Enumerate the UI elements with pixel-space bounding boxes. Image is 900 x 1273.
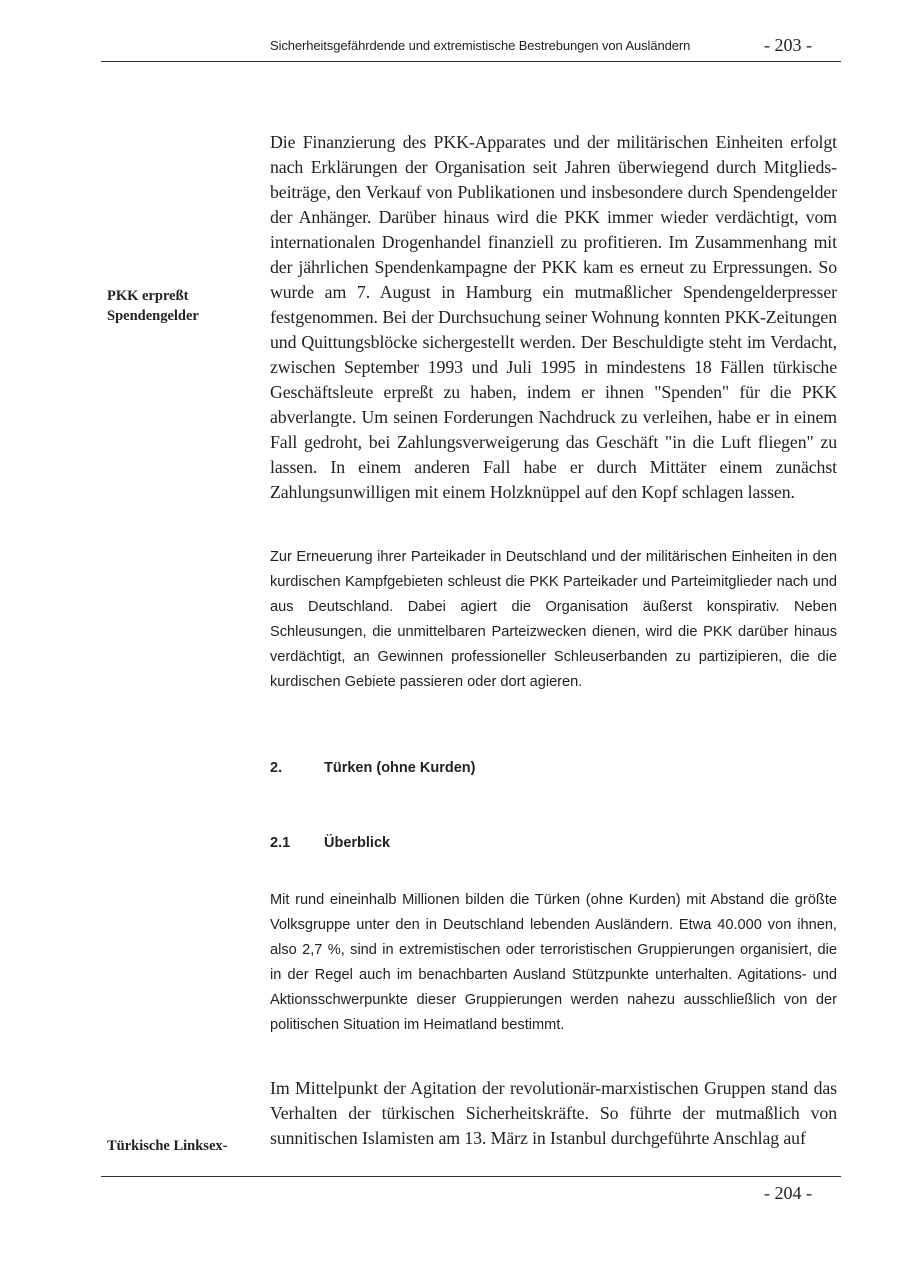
paragraph-overview: Mit rund eineinhalb Millionen bilden die Türken (ohne Kurden) mit Abstand die größte Volksgruppe unter den in Deutschland lebenden Ausländern. Etwa 40.000 von ihnen, also 2,7 %, sind in extremistischen oder terroristischen Gruppierungen organisiert, die in der Regel auch im benachbarten Ausland Stützpunkte unterhalten. Agitations- und Aktionsschwerpunkte dieser Gruppierungen werden nahezu ausschließlich von der politischen Situation im Heimatland bestimmt.: [270, 892, 837, 1033]
paragraph-pkk-smuggling: Zur Erneuerung ihrer Parteikader in Deutschland und der militärischen Einheiten in den kurdischen Kampfgebieten schleust die PKK Parteikader und Parteimitglieder nach und aus Deutschland. Dabei agiert die Organisation äußerst konspirativ. Neben Schleusungen, die unmittelbaren Parteizwecken dienen, wird die PKK darüber hinaus verdächtigt, an Gewinnen professioneller Schleuserbanden zu partizipieren, die die kurdischen Gebiete passieren oder dort agieren.: [270, 549, 837, 690]
margin-note-line: PKK erpreßt: [107, 288, 189, 304]
paragraph-pkk-financing: Die Finanzierung des PKK-Apparates und der militärischen Einheiten erfolgt nach Erklärungen der Organisation seit Jahren überwiegend durch Mitgliedsbeiträge, den Verkauf von Publikationen und insbesondere durch Spendengelder der Anhänger. Darüber hinaus wird die PKK immer wieder verdächtigt, vom internationalen Drogenhandel finanziell zu profitieren. Im Zusammenhang mit der jährlichen Spendenkampagne der PKK kam es erneut zu Erpressungen. So wurde am 7. August in Hamburg ein mutmaßlicher Spendengelderpresser festgenommen. Bei der Durchsuchung seiner Wohnung konnten PKK-Zeitungen und Quittungsblöcke sichergestellt werden. Der Beschuldigte steht im Verdacht, zwischen September 1993 und Juli 1995 in mindestens 18 Fällen türkische Geschäftsleute erpreßt zu haben, indem er ihnen "Spenden" für die PKK abverlangte. Um seinen Forderungen Nachdruck zu verleihen, habe er in einem Fall gedroht, bei Zahlungsverweigerung das Geschäft "in die Luft fliegen" zu lassen. In einem anderen Fall habe er durch Mittäter einem zunächst Zahlungsunwilligen mit einem Holzknüppel auf den Kopf schlagen lassen.: [270, 132, 837, 502]
margin-note-line: Spendengelder: [107, 308, 199, 324]
section-heading-2-1: [270, 835, 390, 851]
page-number-top: - 203 -: [764, 35, 812, 55]
section-number: 2.1: [270, 835, 291, 851]
margin-note-pkk-extortion: [107, 286, 257, 326]
section-heading-2: [270, 760, 475, 776]
section-title: Türken (ohne Kurden): [324, 760, 476, 776]
running-header-title: Sicherheitsgefährdende und extremistische Bestrebungen von Ausländern: [270, 38, 691, 53]
margin-note-turkish-left: Türkische Linksex-: [107, 1138, 228, 1154]
section-number: 2.: [270, 760, 283, 776]
header-rule: [101, 61, 841, 62]
paragraph-left-groups: Im Mittelpunkt der Agitation der revolutionär-marxistischen Gruppen stand das Verhalten der türkischen Sicherheitskräfte. So führte der mutmaßlich von sunnitischen Islamisten am 13. März in Istanbul durchgeführte Anschlag auf: [270, 1078, 837, 1148]
section-title: Überblick: [324, 835, 391, 851]
footer-rule: [101, 1176, 841, 1177]
page-number-bottom: - 204 -: [764, 1183, 812, 1203]
